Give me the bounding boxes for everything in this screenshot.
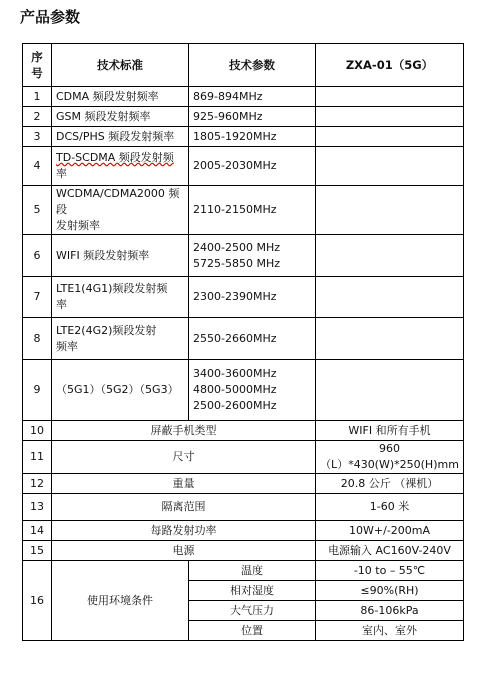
value-line: （L）*430(W)*250(H)mm bbox=[320, 458, 459, 471]
standard-line: LTE1(4G1)频段发射频 bbox=[56, 282, 168, 295]
row-number: 15 bbox=[23, 541, 52, 561]
params-cell bbox=[189, 186, 316, 235]
standard-cell bbox=[52, 147, 189, 186]
model-cell bbox=[316, 318, 464, 360]
params-cell bbox=[189, 318, 316, 360]
row-number: 16 bbox=[23, 561, 52, 641]
params-cell bbox=[189, 360, 316, 421]
env-item-name: 大气压力 bbox=[189, 601, 316, 621]
header-model: ZXA-01（5G） bbox=[316, 44, 464, 87]
env-item-value: ≤90%(RH) bbox=[316, 581, 464, 601]
param-line: 4800-5000MHz bbox=[193, 383, 277, 396]
spec-label: 隔离范围 bbox=[52, 494, 316, 521]
table-row bbox=[23, 147, 464, 186]
table-row bbox=[23, 441, 464, 474]
spec-label: 屏蔽手机类型 bbox=[52, 421, 316, 441]
spec-value bbox=[316, 521, 464, 541]
standard-line: WIFI 频段发射频率 bbox=[56, 248, 150, 262]
value-line: 960 bbox=[379, 442, 400, 455]
header-params: 技术参数 bbox=[189, 44, 316, 87]
model-cell bbox=[316, 87, 464, 107]
table-row bbox=[23, 421, 464, 441]
env-item-name: 相对湿度 bbox=[189, 581, 316, 601]
product-parameters-table bbox=[22, 43, 464, 641]
param-line: 5725-5850 MHz bbox=[193, 256, 280, 270]
header-standard: 技术标准 bbox=[52, 44, 189, 87]
row-number: 12 bbox=[23, 474, 52, 494]
spec-value bbox=[316, 421, 464, 441]
spec-label: 每路发射功率 bbox=[52, 521, 316, 541]
standard-line: TD-SCDMA 频段发射频 bbox=[56, 151, 174, 164]
table-row bbox=[23, 186, 464, 235]
params-cell bbox=[189, 107, 316, 127]
model-cell bbox=[316, 360, 464, 421]
standard-line: GSM 频段发射频率 bbox=[56, 109, 151, 123]
standard-cell bbox=[52, 107, 189, 127]
param-line: 2400-2500 MHz bbox=[193, 240, 280, 254]
param-line: 2500-2600MHz bbox=[193, 399, 277, 412]
param-line: 3400-3600MHz bbox=[193, 367, 277, 380]
env-item-value: 86-106kPa bbox=[316, 601, 464, 621]
standard-line: 率 bbox=[56, 298, 67, 311]
row-number: 1 bbox=[23, 87, 52, 107]
standard-cell bbox=[52, 360, 189, 421]
standard-line: DCS/PHS 频段发射频率 bbox=[56, 129, 175, 143]
param-line: 2550-2660MHz bbox=[193, 331, 277, 345]
params-cell bbox=[189, 147, 316, 186]
params-cell bbox=[189, 235, 316, 277]
param-line: 2005-2030MHz bbox=[193, 159, 277, 172]
value-line: WIFI 和所有手机 bbox=[348, 423, 431, 437]
standard-line: LTE2(4G2)频段发射 bbox=[56, 323, 157, 337]
standard-line: WCDMA/CDMA2000 频 段 bbox=[56, 187, 180, 216]
spec-label: 电源 bbox=[52, 541, 316, 561]
param-line: 2110-2150MHz bbox=[193, 203, 277, 216]
standard-cell bbox=[52, 87, 189, 107]
standard-cell bbox=[52, 318, 189, 360]
header-row bbox=[23, 44, 464, 87]
model-cell bbox=[316, 186, 464, 235]
env-item-value: -10 to – 55℃ bbox=[316, 561, 464, 581]
row-number: 3 bbox=[23, 127, 52, 147]
param-line: 925-960MHz bbox=[193, 109, 263, 123]
row-number: 11 bbox=[23, 441, 52, 474]
row-number: 10 bbox=[23, 421, 52, 441]
env-item-name: 温度 bbox=[189, 561, 316, 581]
standard-line: 率 bbox=[56, 167, 67, 180]
table-row bbox=[23, 235, 464, 277]
table-row bbox=[23, 521, 464, 541]
value-line: 1-60 米 bbox=[369, 500, 410, 513]
model-cell bbox=[316, 127, 464, 147]
env-row bbox=[23, 561, 464, 581]
standard-line: （5G1）（5G2）（5G3） bbox=[56, 383, 179, 396]
param-line: 2300-2390MHz bbox=[193, 290, 277, 303]
model-cell bbox=[316, 277, 464, 318]
standard-cell bbox=[52, 277, 189, 318]
spec-value bbox=[316, 474, 464, 494]
table-row bbox=[23, 277, 464, 318]
params-cell bbox=[189, 127, 316, 147]
row-number: 8 bbox=[23, 318, 52, 360]
spec-value bbox=[316, 441, 464, 474]
table-row bbox=[23, 494, 464, 521]
env-item-value: 室内、室外 bbox=[316, 621, 464, 641]
param-line: 869-894MHz bbox=[193, 89, 263, 103]
spec-label: 尺寸 bbox=[52, 441, 316, 474]
row-number: 5 bbox=[23, 186, 52, 235]
model-cell bbox=[316, 235, 464, 277]
model-cell bbox=[316, 107, 464, 127]
standard-line: 频率 bbox=[56, 339, 78, 353]
standard-cell bbox=[52, 127, 189, 147]
table-row bbox=[23, 360, 464, 421]
table-row bbox=[23, 318, 464, 360]
row-number: 7 bbox=[23, 277, 52, 318]
standard-cell bbox=[52, 186, 189, 235]
params-cell bbox=[189, 87, 316, 107]
header-no: 序号 bbox=[23, 44, 52, 87]
value-line: 电源输入 AC160V-240V bbox=[328, 543, 451, 557]
spec-label: 重量 bbox=[52, 474, 316, 494]
env-label: 使用环境条件 bbox=[52, 561, 189, 641]
value-line: 20.8 公斤 （裸机） bbox=[340, 476, 439, 490]
value-line: 10W+/-200mA bbox=[348, 523, 430, 537]
row-number: 6 bbox=[23, 235, 52, 277]
params-cell bbox=[189, 277, 316, 318]
spec-value bbox=[316, 541, 464, 561]
table-row bbox=[23, 107, 464, 127]
row-number: 13 bbox=[23, 494, 52, 521]
spec-value bbox=[316, 494, 464, 521]
page-title: 产品参数 bbox=[20, 8, 81, 26]
row-number: 14 bbox=[23, 521, 52, 541]
standard-line: CDMA 频段发射频率 bbox=[56, 89, 159, 103]
param-line: 1805-1920MHz bbox=[193, 129, 277, 143]
table-row bbox=[23, 87, 464, 107]
standard-cell bbox=[52, 235, 189, 277]
table-row bbox=[23, 127, 464, 147]
row-number: 2 bbox=[23, 107, 52, 127]
row-number: 4 bbox=[23, 147, 52, 186]
model-cell bbox=[316, 147, 464, 186]
table-row bbox=[23, 474, 464, 494]
row-number: 9 bbox=[23, 360, 52, 421]
env-item-name: 位置 bbox=[189, 621, 316, 641]
table-row bbox=[23, 541, 464, 561]
standard-line: 发射频率 bbox=[56, 219, 100, 232]
